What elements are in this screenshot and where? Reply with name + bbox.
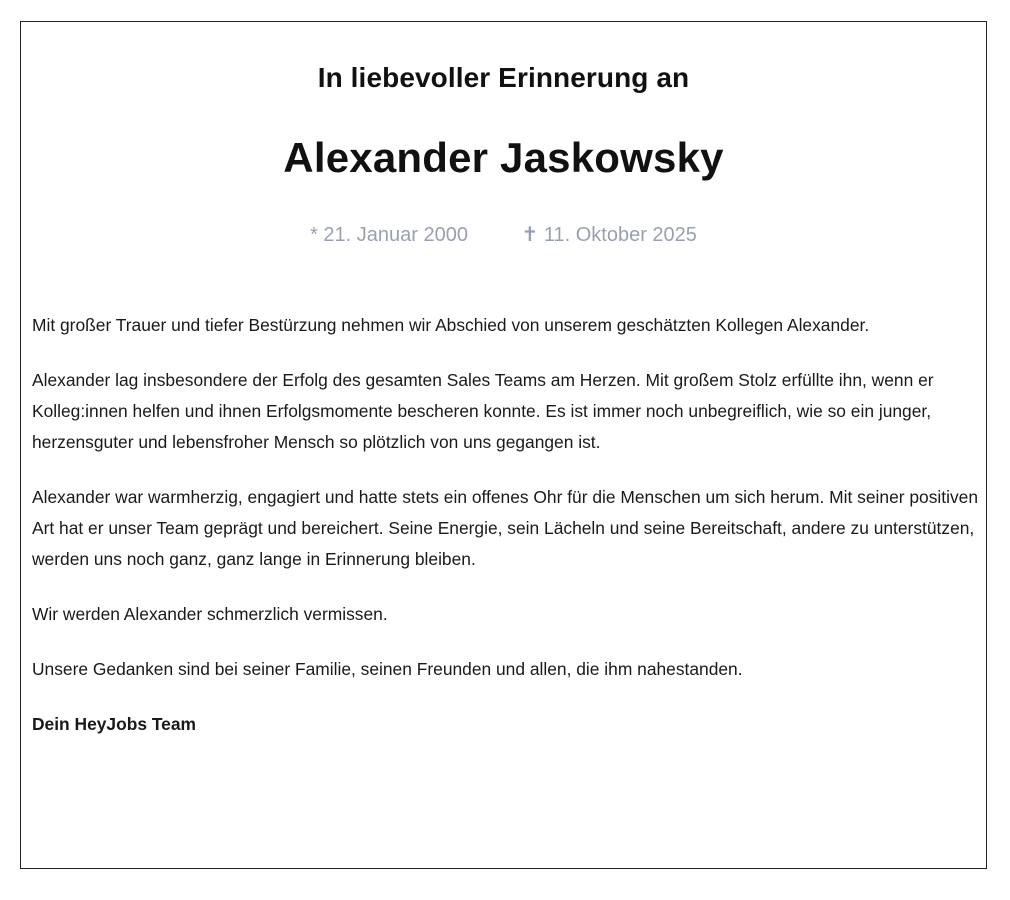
paragraph: Unsere Gedanken sind bei seiner Familie, seinen Freunden und allen, die ihm nahestanden. [32,659,743,679]
paragraph: Alexander war warmherzig, engagiert und hatte stets ein offenes Ohr für die Menschen um sich herum. Mit seiner positiven Art hat er unser Team geprägt und bereichert. Seine Energie, sein Lächeln und seine Bereitschaft, andere zu unterstützen, werden uns noch ganz, ganz lange in Erinnerung bleiben. [32,487,979,569]
deceased-name: Alexander Jaskowsky [283,134,724,181]
memorial-card [20,21,987,869]
memorial-intro-heading: In liebevoller Erinnerung an [317,62,690,93]
paragraph: Alexander lag insbesondere der Erfolg des gesamten Sales Teams am Herzen. Mit großem Stolz erfüllte ihn, wenn er Kolleg:innen helfen und ihnen Erfolgsmomente bescheren konnte. Es ist immer noch unbegreiflich, wie so ein junger, herzensguter und lebensfroher Mensch so plötzlich von uns gegangen ist. [32,370,934,452]
life-dates [21,222,986,247]
paragraph: Mit großer Trauer und tiefer Bestürzung nehmen wir Abschied von unserem geschätzten Kollegen Alexander. [32,315,870,335]
memorial-text [32,310,978,740]
birth-date: * 21. Januar 2000 [310,224,468,246]
death-date: ✝ 11. Oktober 2025 [521,224,697,246]
signature: Dein HeyJobs Team [32,714,196,734]
paragraph: Wir werden Alexander schmerzlich vermissen. [32,604,388,624]
